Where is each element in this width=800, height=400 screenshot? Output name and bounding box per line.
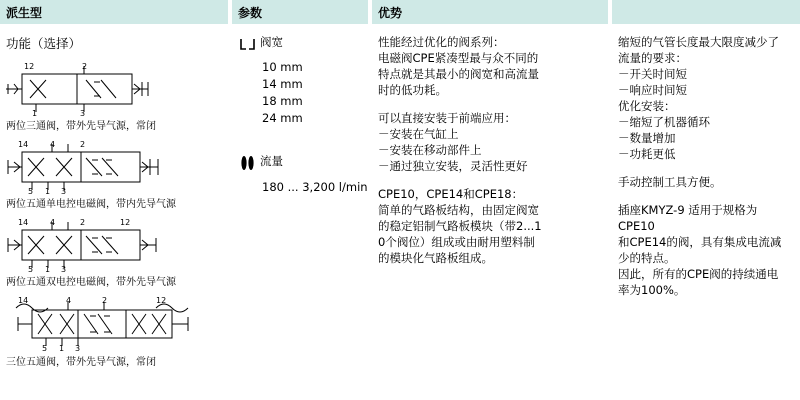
valve-width-value-1: 10 mm [262,60,303,74]
svg-text:3: 3 [75,344,81,352]
advantages-line-2: 电磁阀CPE紧凑型最与众不同的 [378,51,539,65]
benefits-line-5: 优化安装： [618,99,676,113]
valve-width-value-2: 14 mm [262,77,303,91]
flow-rate-value-1: 180 ... 3,200 l/min [262,180,368,194]
valve-symbol-5-2-way-single-solenoid-icon [6,138,224,194]
svg-text:12: 12 [120,218,131,227]
mounting-line-3: －安装在移动部件上 [378,143,482,157]
column-header-variants: 派生型 [0,0,228,24]
symbol-block-1 [6,60,228,133]
manifold-line-3: 的稳定铝制气路板模块（带2...1 [378,219,542,233]
manifold-line-1: CPE10，CPE14和CPE18： [378,187,524,201]
column-advantages-continued [612,24,800,400]
valve-width-value-3: 18 mm [262,94,303,108]
symbol-block-4 [6,294,228,369]
benefits-line-8: －功耗更低 [618,147,676,161]
column-variants [0,24,232,400]
svg-text:4: 4 [50,140,56,149]
symbol-caption-3: 两位五通双电控电磁阀，带外先导气源 [6,277,176,288]
valve-width-value-4: 24 mm [262,111,303,125]
column-header-advantages-continued [612,0,800,24]
svg-text:12: 12 [24,62,35,71]
benefits-line-4: －响应时间短 [618,83,687,97]
benefits-line-6: －缩短了机器循环 [618,115,710,129]
svg-text:5: 5 [28,187,34,194]
symbol-caption-2: 两位五通单电控电磁阀，带内先导气源 [6,199,176,210]
column-parameters [232,24,372,400]
column-advantages [372,24,612,400]
benefits-block-1 [618,34,794,162]
svg-text:12: 12 [156,296,167,305]
svg-text:3: 3 [61,187,67,194]
benefits-line-1: 缩短的气管长度最大限度减少了 [618,35,779,49]
svg-text:4: 4 [50,218,56,227]
svg-text:1: 1 [45,265,51,272]
svg-text:14: 14 [18,140,29,149]
benefits-block-2 [618,174,794,190]
column-header-parameters: 参数 [232,0,368,24]
param-label-flow-rate: 流量 [260,154,283,168]
svg-text:5: 5 [28,265,34,272]
socket-line-2: 和CPE14的阀，具有集成电流减 [618,235,782,249]
valve-symbol-5-2-way-double-solenoid-icon [6,216,224,272]
flow-rate-icon [238,153,260,175]
benefits-line-7: －数量增加 [618,131,676,145]
svg-text:4: 4 [66,296,72,305]
advantages-block-3 [378,186,606,266]
benefits-line-3: －开关时间短 [618,67,687,81]
advantages-line-1: 性能经过优化的阀系列： [378,35,505,49]
manual-override-line: 手动控制工具方便。 [618,175,722,189]
benefits-line-2: 流量的要求： [618,51,687,65]
mounting-line-1: 可以直接安装于前端应用： [378,111,516,125]
svg-text:5: 5 [42,344,48,352]
manifold-line-4: 0个阀位）组成或由耐用塑料制 [378,235,535,249]
advantages-block-1 [378,34,606,98]
svg-text:2: 2 [82,62,88,71]
symbol-caption-4: 三位五通阀，带外先导气源，常闭 [6,357,156,368]
symbol-block-2 [6,138,228,211]
svg-text:3: 3 [61,265,67,272]
param-label-valve-width: 阀宽 [260,35,283,49]
svg-text:2: 2 [80,218,86,227]
socket-line-4: 因此，所有的CPE阀的持续通电 [618,267,779,281]
manifold-line-5: 的模块化气路板组成。 [378,251,493,265]
valve-width-icon [238,34,260,55]
valve-width-values [262,59,368,127]
svg-text:2: 2 [102,296,108,305]
function-title: 功能（选择） [6,36,82,51]
svg-text:1: 1 [59,344,65,352]
svg-text:1: 1 [32,109,38,116]
valve-symbol-5-3-way-closed-center-icon [6,294,224,352]
column-header-advantages: 优势 [372,0,608,24]
advantages-line-3: 特点就是其最小的阀宽和高流量 [378,67,539,81]
svg-text:1: 1 [45,187,51,194]
svg-text:14: 14 [18,296,29,305]
symbol-block-3 [6,216,228,289]
socket-line-3: 少的特点。 [618,251,676,265]
benefits-block-3 [618,202,794,298]
advantages-line-4: 时的低功耗。 [378,83,447,97]
svg-text:14: 14 [18,218,29,227]
param-group-flow-rate [238,153,368,175]
socket-line-5: 率为100%。 [618,283,686,297]
flow-rate-values [262,179,368,196]
advantages-block-2 [378,110,606,174]
param-group-valve-width [238,34,368,55]
mounting-line-2: －安装在气缸上 [378,127,459,141]
valve-symbol-3-2-way-icon [6,60,224,116]
socket-line-1: 插座KMYZ-9 适用于规格为CPE10 [618,203,758,233]
manifold-line-2: 简单的气路板结构，由固定阀宽 [378,203,539,217]
svg-text:3: 3 [80,109,86,116]
svg-text:2: 2 [80,140,86,149]
mounting-line-4: －通过独立安装，灵活性更好 [378,159,528,173]
symbol-caption-1: 两位三通阀，带外先导气源，常闭 [6,121,156,132]
